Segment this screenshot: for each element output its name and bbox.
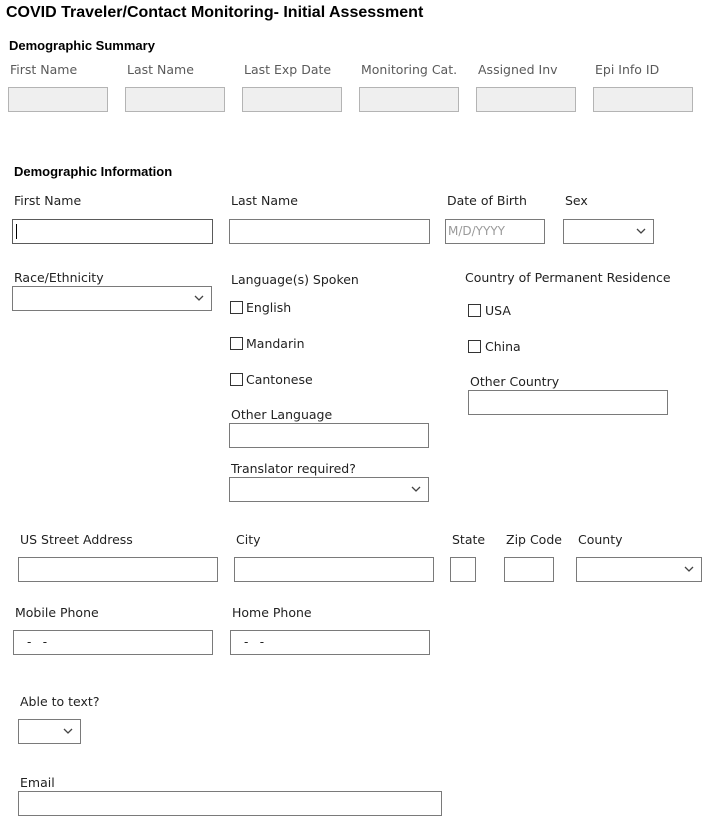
text-cursor [16,224,17,239]
race-label: Race/Ethnicity [14,270,104,285]
languages-label: Language(s) Spoken [231,272,359,287]
china-label: China [485,339,521,354]
dob-input[interactable] [445,219,545,244]
cantonese-label: Cantonese [246,372,313,387]
translator-select[interactable] [229,477,429,502]
summary-epi-info-id-label: Epi Info ID [595,62,660,77]
zip-input[interactable] [504,557,554,582]
summary-heading: Demographic Summary [9,38,155,53]
china-checkbox[interactable] [468,340,481,353]
summary-monitoring-cat-label: Monitoring Cat. [361,62,458,77]
last-name-input[interactable] [229,219,430,244]
county-select[interactable] [576,557,702,582]
chevron-down-icon [193,292,205,304]
chevron-down-icon [410,483,422,495]
english-label: English [246,300,292,315]
summary-monitoring-cat-field [359,87,459,112]
street-label: US Street Address [20,532,133,547]
home-phone-input[interactable]: - - [230,630,430,655]
last-name-label: Last Name [231,193,298,208]
summary-epi-info-id-field [593,87,693,112]
street-input[interactable] [18,557,218,582]
state-input[interactable] [450,557,476,582]
zip-label: Zip Code [506,532,562,547]
mobile-phone-label: Mobile Phone [15,605,99,620]
email-label: Email [20,775,55,790]
residence-label: Country of Permanent Residence [465,270,671,285]
mandarin-label: Mandarin [246,336,305,351]
demographic-heading: Demographic Information [14,164,173,179]
email-input[interactable] [18,791,442,816]
other-country-input[interactable] [468,390,668,415]
dob-label: Date of Birth [447,193,527,208]
translator-label: Translator required? [231,461,356,476]
city-input[interactable] [234,557,434,582]
first-name-input[interactable] [12,219,213,244]
home-phone-label: Home Phone [232,605,312,620]
summary-first-name-field [8,87,108,112]
summary-assigned-inv-field [476,87,576,112]
english-checkbox[interactable] [230,301,243,314]
summary-last-name-field [125,87,225,112]
mandarin-checkbox[interactable] [230,337,243,350]
usa-label: USA [485,303,511,318]
chevron-down-icon [62,725,74,737]
sex-select[interactable] [563,219,654,244]
other-country-label: Other Country [470,374,560,389]
usa-checkbox[interactable] [468,304,481,317]
race-select[interactable] [12,286,212,311]
state-label: State [452,532,486,547]
other-language-input[interactable] [229,423,429,448]
able-to-text-label: Able to text? [20,694,100,709]
city-label: City [236,532,261,547]
other-language-label: Other Language [231,407,333,422]
mobile-phone-input[interactable]: - - [13,630,213,655]
cantonese-checkbox[interactable] [230,373,243,386]
chevron-down-icon [683,563,695,575]
first-name-label: First Name [14,193,82,208]
summary-last-name-label: Last Name [127,62,194,77]
summary-assigned-inv-label: Assigned Inv [478,62,558,77]
able-to-text-select[interactable] [18,719,81,744]
chevron-down-icon [635,225,647,237]
summary-first-name-label: First Name [10,62,78,77]
county-label: County [578,532,623,547]
summary-last-exp-date-field [242,87,342,112]
summary-last-exp-date-label: Last Exp Date [244,62,332,77]
page-title: COVID Traveler/Contact Monitoring- Initial Assessment [6,4,424,21]
dob-placeholder: M/D/YYYY [448,224,505,238]
sex-label: Sex [565,193,588,208]
